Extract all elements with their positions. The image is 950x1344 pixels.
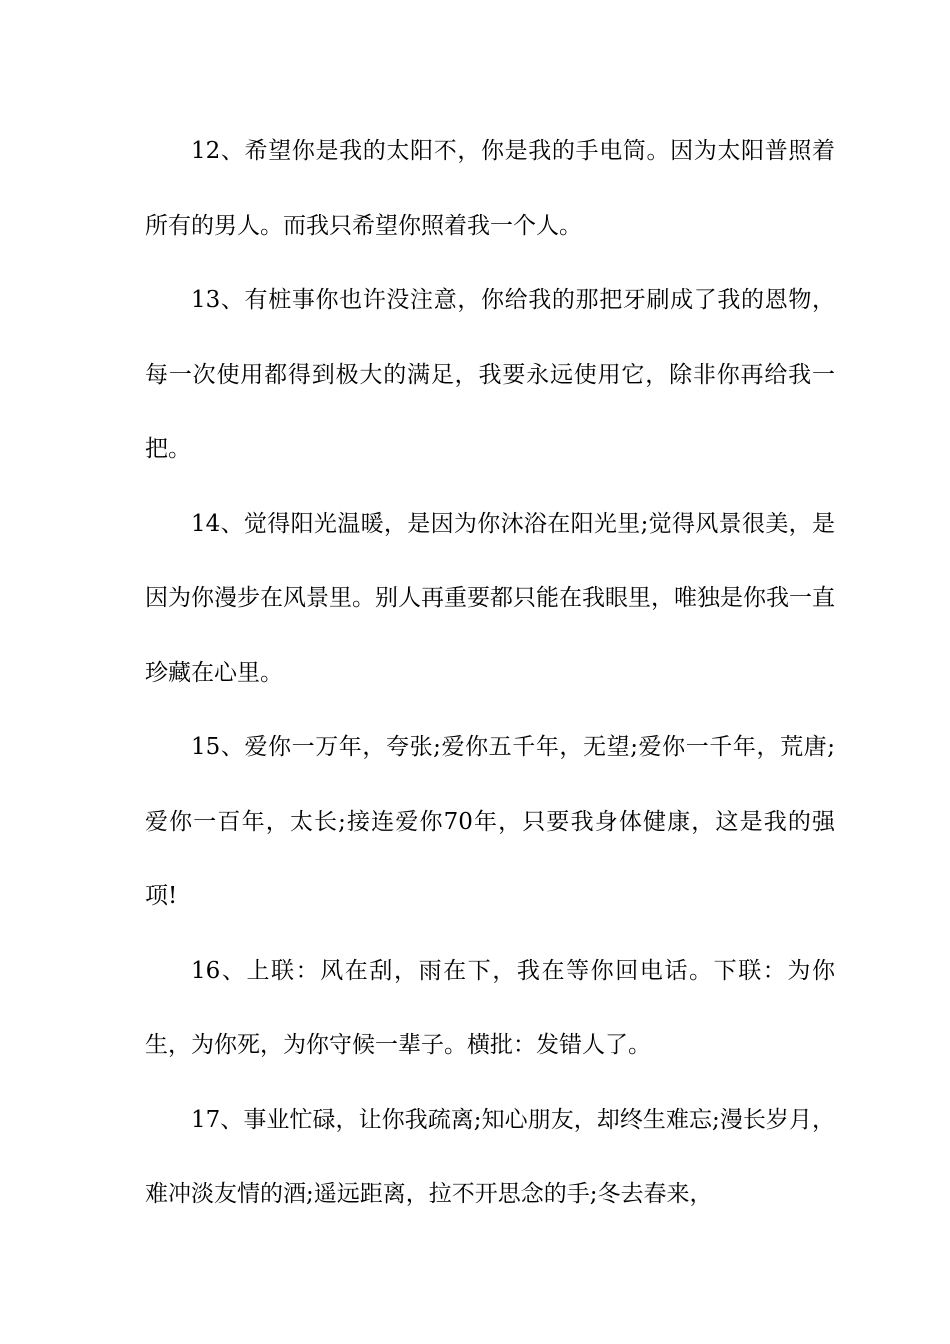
paragraph-13: 13、有桩事你也许没注意，你给我的那把牙刷成了我的恩物，每一次使用都得到极大的满足，我要永远使用它，除非你再给我一把。	[145, 287, 835, 462]
paragraph-15: 15、爱你一万年，夸张;爱你五千年，无望;爱你一千年，荒唐;爱你一百年，太长;接连爱你70年，只要我身体健康，这是我的强项!	[145, 734, 835, 909]
document-body	[145, 114, 835, 1232]
paragraph-16: 16、上联：风在刮，雨在下，我在等你回电话。下联：为你生，为你死，为你守候一辈子。横批：发错人了。	[145, 957, 835, 1058]
paragraph-17: 17、事业忙碌，让你我疏离;知心朋友，却终生难忘;漫长岁月，难冲淡友情的酒;遥远距离，拉不开思念的手;冬去春来，	[145, 1106, 835, 1207]
paragraph-14: 14、觉得阳光温暖，是因为你沐浴在阳光里;觉得风景很美，是因为你漫步在风景里。别人再重要都只能在我眼里，唯独是你我一直珍藏在心里。	[145, 510, 835, 686]
paragraph-12: 12、希望你是我的太阳不，你是我的手电筒。因为太阳普照着所有的男人。而我只希望你照着我一个人。	[145, 138, 835, 239]
